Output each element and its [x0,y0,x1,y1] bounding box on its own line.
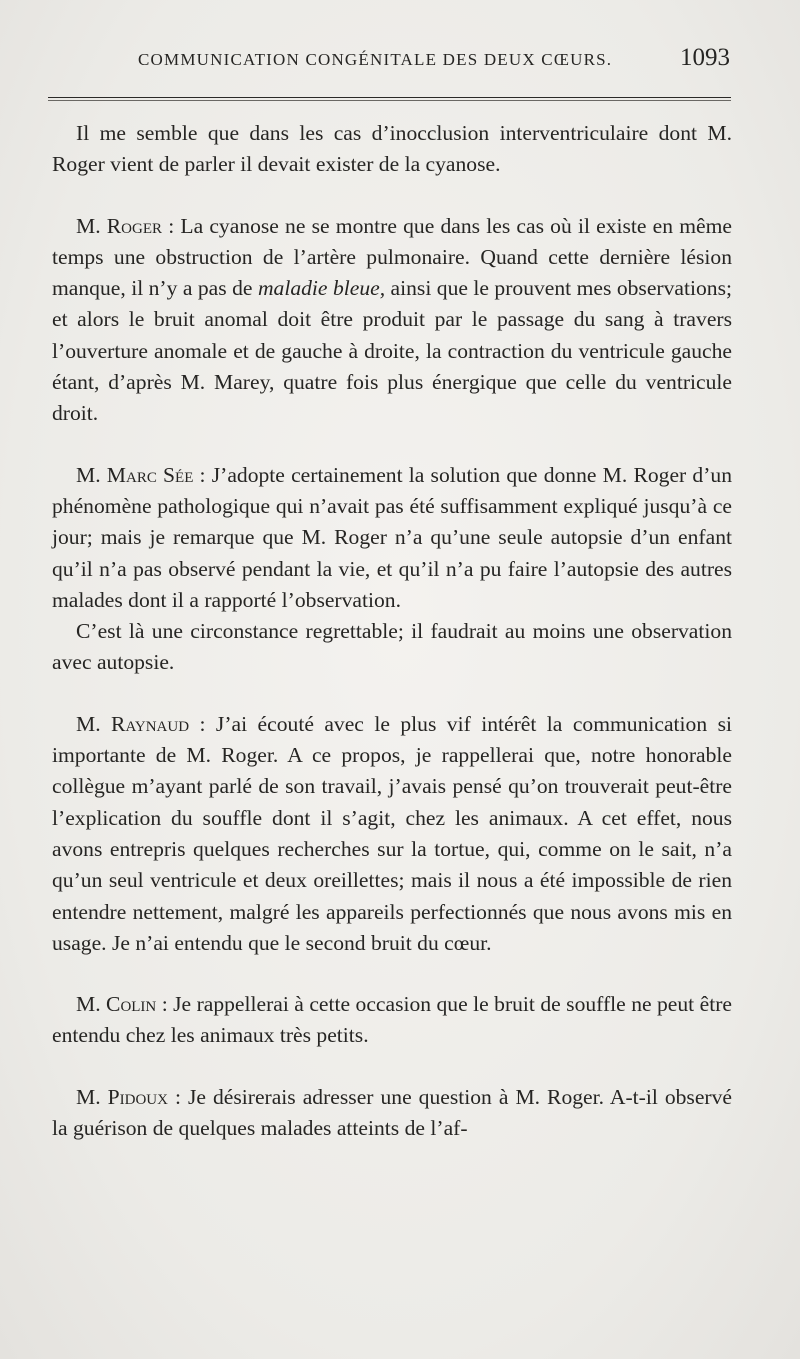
paragraph-text: Il me semble que dans les cas d’inocclusion interventriculaire dont M. Roger vient de parler il devait exister de la cyanose. [52,121,732,177]
paragraph-text: : Je désirerais adresser une question à M. Roger. A-t-il observé la guérison de quelques malades atteints de l’af- [52,1084,732,1141]
paragraph-text: : Je rappellerai à cette occasion que le bruit de souffle ne peut être entendu chez les animaux très petits. [52,992,732,1048]
speaker-name: M. Raynaud [76,711,190,736]
paragraph-intro [52,118,732,181]
paragraph-marc-see [52,460,732,616]
header-rule-thin [48,100,731,101]
paragraph-colin [52,989,732,1052]
paragraph-pidoux [52,1082,732,1145]
paragraph-text: ainsi que le prouvent mes observations; et alors le bruit anomal doit être produit par le passage du sang à travers l’ouverture anomale et de gauche à droite, la contraction du ventricule gauche étant, d’après M. Marey, quatre fois plus énergique que celle du ventricule droit. [52,276,732,426]
paragraph-text: : J’adopte certainement la solution que donne M. Roger d’un phénomène pathologique qui n’avait pas été suffisamment expliqué jusqu’à ce jour; mais je remarque que M. Roger n’a qu’une seule autopsie d’un enfant qu’il n’a pas observé pendant la vie, et qu’il n’a pu faire l’autopsie des autres malades dont il a rapporté l’observation. [52,462,732,612]
header-rule [48,97,731,98]
italic-term: maladie bleue, [257,276,386,301]
speaker-name: M. Pidoux [76,1084,168,1109]
paragraph-text: : J’ai écouté avec le plus vif intérêt la communication si importante de M. Roger. A ce propos, je rappellerai que, notre honorable collègue m’ayant parlé de son travail, j’avais pensé qu’on trouverait peut-être l’explication du souffle dont il s’agit, chez les animaux. A cet effet, nous avons entrepris quelques recherches sur la tortue, qui, comme on le sait, n’a qu’un seul ventricule et deux oreillettes; mais il nous a été impossible de rien entendre nettement, malgré les appareils perfectionnés que nous avons mis en usage. Je n’ai entendu que le second bruit du cœur. [52,711,732,955]
speaker-name: M. Colin [76,992,157,1017]
running-head: COMMUNICATION CONGÉNITALE DES DEUX CŒURS. [138,50,613,69]
paragraph-raynaud [52,709,732,959]
paragraph-marc-see-continued [52,616,732,679]
page-number: 1093 [680,44,730,71]
paragraph-text: : La cyanose ne se montre que dans les cas où il existe en même temps une obstruction de l’artère pulmonaire. Quand cette dernière lésion manque, il n’y a pas de [52,213,732,301]
paragraph-roger [52,211,732,430]
paragraph-text: C’est là une circonstance regrettable; il faudrait au moins une observation avec autopsie. [52,619,732,675]
page-header [0,44,800,78]
speaker-name: M. Roger [76,213,163,238]
body-text [52,118,732,1144]
speaker-name: M. Marc Sée [76,462,194,487]
